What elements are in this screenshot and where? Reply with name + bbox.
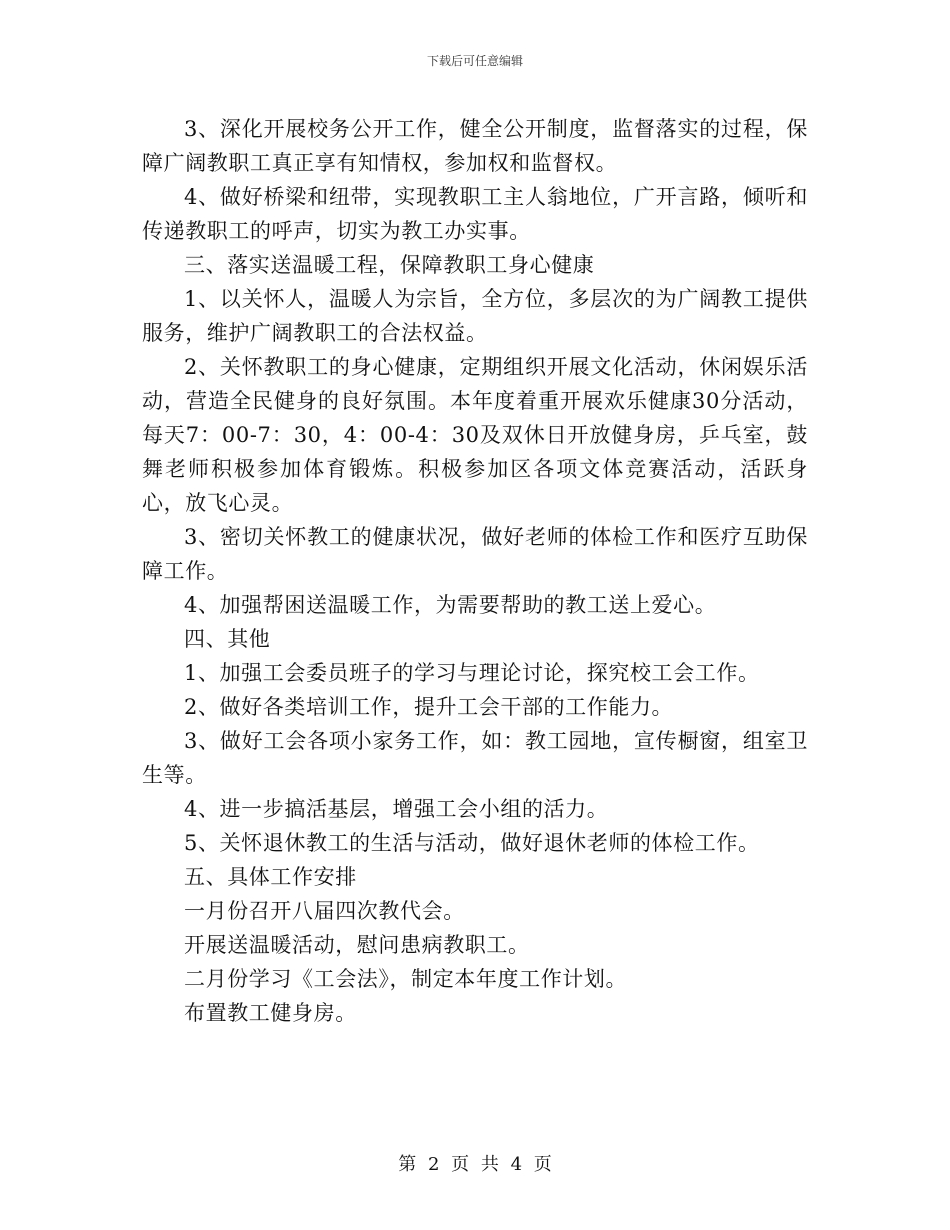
paragraph: 3、深化开展校务公开工作，健全公开制度，监督落实的过程，保障广阔教职工真正享有知情权，参加权和监督权。 — [142, 117, 808, 175]
section-heading: 四、其他 — [184, 627, 271, 651]
page-number: 第 2 页 共 4 页 — [398, 1154, 552, 1175]
paragraph: 2、做好各类培训工作，提升工会干部的工作能力。 — [184, 695, 674, 719]
paragraph: 3、密切关怀教工的健康状况，做好老师的体检工作和医疗互助保障工作。 — [142, 525, 808, 583]
paragraph: 1、加强工会委员班子的学习与理论讨论，探究校工会工作。 — [184, 661, 760, 685]
paragraph: 5、关怀退休教工的生活与活动，做好退休老师的体检工作。 — [184, 831, 760, 855]
paragraph: 3、做好工会各项小家务工作，如：教工园地，宣传橱窗，组室卫生等。 — [142, 729, 808, 787]
paragraph: 二月份学习《工会法》，制定本年度工作计划。 — [184, 967, 628, 991]
paragraph: 2、关怀教职工的身心健康，定期组织开展文化活动，休闲娱乐活动，营造全民健身的良好氛围。本年度着重开展欢乐健康30分活动，每天7：00-7：30，4：00-4：30及双休日开放健身房，乒乓室，鼓舞老师积极参加体育锻炼。积极参加区各项文体竞赛活动，活跃身心，放飞心灵。 — [142, 355, 808, 515]
paragraph: 开展送温暖活动，慰问患病教职工。 — [184, 933, 530, 957]
paragraph: 4、做好桥梁和纽带，实现教职工主人翁地位，广开言路，倾听和传递教职工的呼声，切实为教工办实事。 — [142, 185, 808, 243]
paragraph: 4、加强帮困送温暖工作，为需要帮助的教工送上爱心。 — [184, 593, 717, 617]
paragraph: 布置教工健身房。 — [184, 1001, 357, 1025]
paragraph: 一月份召开八届四次教代会。 — [184, 899, 465, 923]
section-heading: 三、落实送温暖工程，保障教职工身心健康 — [184, 253, 595, 277]
page-header: 下载后可任意编辑 — [426, 54, 523, 68]
paragraph: 4、进一步搞活基层，增强工会小组的活力。 — [184, 797, 609, 821]
section-heading: 五、具体工作安排 — [184, 865, 357, 889]
document-body — [142, 112, 808, 1030]
paragraph: 1、以关怀人，温暖人为宗旨，全方位，多层次的为广阔教工提供服务，维护广阔教职工的合法权益。 — [142, 287, 808, 345]
